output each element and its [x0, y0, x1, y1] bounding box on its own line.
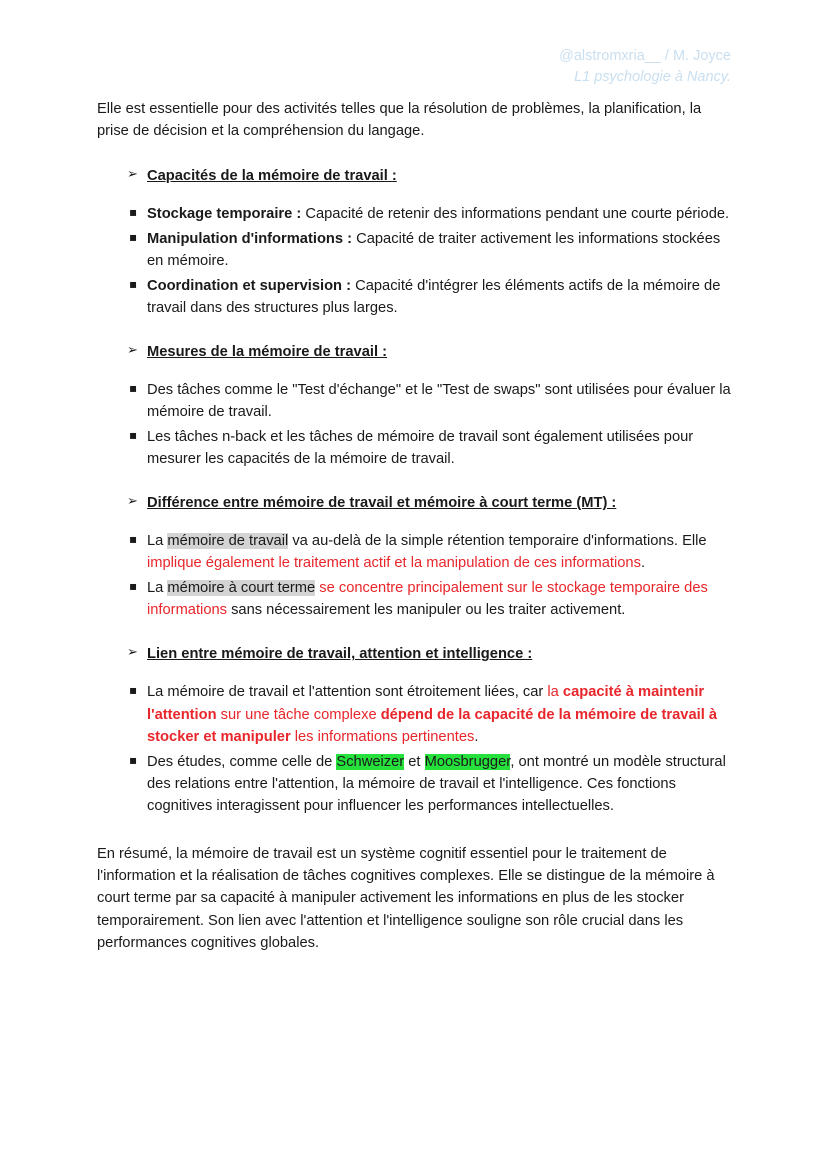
- text-red: la: [547, 684, 563, 701]
- document-content: [97, 98, 734, 969]
- section-heading-row: [127, 492, 734, 514]
- text-fragment: sans nécessairement les manipuler ou les traiter activement.: [227, 602, 626, 619]
- arrow-bullet-icon: ➢: [127, 645, 138, 661]
- list-item: [127, 681, 734, 747]
- section-mesures: [97, 341, 734, 470]
- list-item: [127, 275, 734, 319]
- section-heading: Lien entre mémoire de travail, attention et intelligence :: [147, 646, 533, 663]
- item-lead: Manipulation d'informations :: [147, 230, 353, 247]
- highlight-green: Moosbrugger: [424, 753, 511, 770]
- section-difference: [97, 492, 734, 621]
- section-lien: [97, 643, 734, 816]
- section-heading-row: [127, 341, 734, 363]
- highlight-grey: mémoire de travail: [167, 533, 289, 550]
- section-heading: Capacités de la mémoire de travail :: [147, 167, 397, 184]
- text-fragment: .: [474, 728, 479, 745]
- header-subtitle: L1 psychologie à Nancy.: [574, 69, 731, 86]
- bullet-list: [127, 203, 734, 319]
- item-lead: Stockage temporaire :: [147, 205, 302, 222]
- section-heading: Mesures de la mémoire de travail :: [147, 343, 387, 360]
- text-fragment: , ont montré un modèle structural des relations entre l'attention, la mémoire de travail et l'intelligence. Ces fonctions cognitives interagissent pour influencer les performances intellectuelles.: [147, 753, 726, 814]
- text-red-bold: capacité à maintenir l'attention: [147, 684, 705, 723]
- intro-paragraph: Elle est essentielle pour des activités telles que la résolution de problèmes, la planification, la prise de décision et la compréhension du langage.: [97, 101, 702, 140]
- summary-paragraph: En résumé, la mémoire de travail est un système cognitif essentiel pour le traitement de l'information et la réalisation de tâches cognitives complexes. Elle se distingue de la mémoire à court terme par sa capacité à manipuler activement les informations en plus de les stocker temporairement. Son lien avec l'attention et l'intelligence souligne son rôle crucial dans les performances cognitives globales.: [97, 845, 715, 952]
- section-heading-row: [127, 643, 734, 665]
- bullet-list: [127, 530, 734, 621]
- section-heading-row: [127, 165, 734, 187]
- text-red: sur une tâche complexe: [216, 706, 381, 723]
- item-rest: Les tâches n-back et les tâches de mémoire de travail sont également utilisées pour mesurer les capacités de la mémoire de travail.: [147, 429, 694, 468]
- item-rest: Capacité de retenir des informations pendant une courte période.: [301, 205, 730, 222]
- text-red: implique également le traitement actif et la manipulation de ces informations: [147, 555, 641, 572]
- text-fragment: La: [147, 580, 168, 597]
- list-item: [127, 530, 734, 574]
- section-heading: Différence entre mémoire de travail et mémoire à court terme (MT) :: [147, 495, 617, 512]
- text-fragment: va au-delà de la simple rétention temporaire d'informations. Elle: [288, 533, 707, 550]
- section-capacites: [97, 165, 734, 319]
- text-red: les informations pertinentes: [290, 728, 475, 745]
- list-item: [127, 228, 734, 272]
- item-rest: Des tâches comme le "Test d'échange" et le "Test de swaps" sont utilisées pour évaluer la mémoire de travail.: [147, 382, 731, 421]
- bullet-list: [127, 681, 734, 816]
- document-header: [559, 46, 731, 88]
- item-lead: Coordination et supervision :: [147, 277, 352, 294]
- arrow-bullet-icon: ➢: [127, 342, 138, 358]
- arrow-bullet-icon: ➢: [127, 494, 138, 510]
- text-red: se concentre principalement sur le stockage temporaire des informations: [147, 580, 708, 619]
- text-fragment: La: [147, 533, 168, 550]
- list-item: [127, 751, 734, 817]
- list-item: [127, 577, 734, 621]
- text-fragment: et: [404, 753, 425, 770]
- bullet-list: [127, 379, 734, 470]
- highlight-grey: mémoire à court terme: [167, 580, 316, 597]
- list-item: [127, 379, 734, 423]
- header-author: @alstromxria__ / M. Joyce: [559, 48, 731, 64]
- arrow-bullet-icon: ➢: [127, 166, 138, 182]
- item-rest: Capacité de traiter activement les informations stockées en mémoire.: [147, 230, 721, 269]
- text-red-bold: dépend de la capacité de la mémoire de travail à stocker et manipuler: [147, 706, 718, 745]
- item-rest: Capacité d'intégrer les éléments actifs de la mémoire de travail dans des structures plus larges.: [147, 277, 721, 316]
- text-fragment: La mémoire de travail et l'attention sont étroitement liées, car: [147, 684, 548, 701]
- highlight-green: Schweizer: [336, 753, 405, 770]
- text-fragment: .: [640, 555, 646, 572]
- list-item: [127, 426, 734, 470]
- list-item: [127, 203, 734, 225]
- text-fragment: Des études, comme celle de: [147, 753, 337, 770]
